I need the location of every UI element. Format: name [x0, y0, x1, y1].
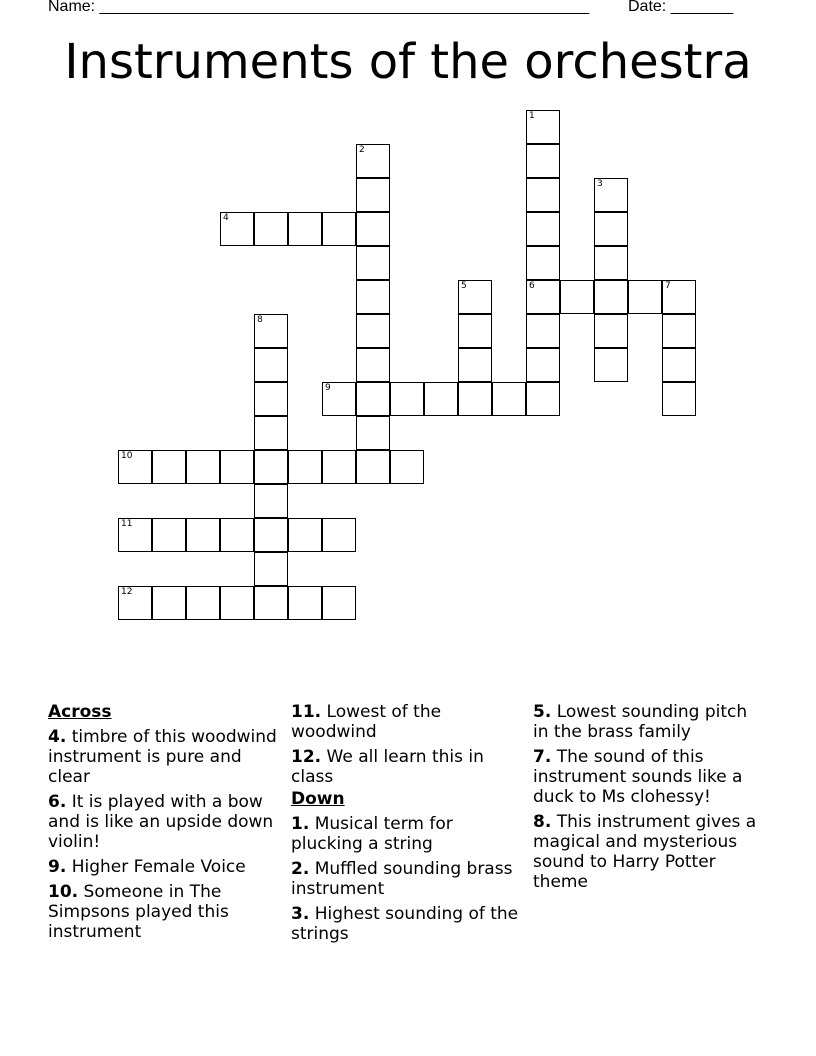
- across-clue-4: [48, 727, 280, 787]
- cell-number: 9: [325, 383, 331, 393]
- grid-cell[interactable]: [662, 348, 696, 382]
- page-title: Instruments of the orchestra: [64, 34, 752, 90]
- clue-text: timbre of this woodwind instrument is pure and clear: [48, 727, 277, 787]
- cell-number: 11: [121, 519, 133, 529]
- clues-column-1: [48, 702, 280, 947]
- across-clue-12: [291, 747, 523, 787]
- grid-cell[interactable]: [186, 450, 220, 484]
- cell-number: 6: [529, 281, 535, 291]
- grid-cell[interactable]: [152, 586, 186, 620]
- clue-number: 3.: [291, 904, 310, 924]
- grid-cell[interactable]: [356, 382, 390, 416]
- grid-cell[interactable]: [662, 280, 696, 314]
- grid-cell[interactable]: [458, 314, 492, 348]
- grid-cell[interactable]: [356, 144, 390, 178]
- name-blank[interactable]: _______________________________________________________: [99, 0, 589, 15]
- grid-cell[interactable]: [526, 144, 560, 178]
- down-clue-3: [291, 904, 523, 944]
- clue-text: Musical term for plucking a string: [291, 814, 453, 854]
- clue-text: Lowest sounding pitch in the brass family: [533, 702, 748, 742]
- grid-cell[interactable]: [594, 280, 628, 314]
- clues-column-3: [533, 702, 765, 897]
- clues-column-2: [291, 702, 523, 949]
- clue-text: It is played with a bow and is like an upside down violin!: [48, 792, 274, 852]
- cell-number: 7: [665, 281, 671, 291]
- grid-cell[interactable]: [356, 450, 390, 484]
- grid-cell[interactable]: [356, 212, 390, 246]
- grid-cell[interactable]: [254, 212, 288, 246]
- grid-cell[interactable]: [288, 518, 322, 552]
- grid-cell[interactable]: [526, 178, 560, 212]
- clue-text: Muffled sounding brass instrument: [291, 859, 513, 899]
- grid-cell[interactable]: [254, 586, 288, 620]
- clue-number: 2.: [291, 859, 310, 879]
- clue-number: 5.: [533, 702, 552, 722]
- grid-cell[interactable]: [288, 586, 322, 620]
- grid-cell[interactable]: [322, 518, 356, 552]
- down-clue-5: [533, 702, 765, 742]
- grid-cell[interactable]: [254, 484, 288, 518]
- grid-cell[interactable]: [220, 586, 254, 620]
- grid-cell[interactable]: [322, 586, 356, 620]
- grid-cell[interactable]: [594, 212, 628, 246]
- grid-cell[interactable]: [356, 314, 390, 348]
- grid-cell[interactable]: [356, 178, 390, 212]
- grid-cell[interactable]: [356, 348, 390, 382]
- grid-cell[interactable]: [152, 518, 186, 552]
- grid-cell[interactable]: [390, 382, 424, 416]
- cell-number: 10: [121, 451, 133, 461]
- grid-cell[interactable]: [186, 518, 220, 552]
- across-clue-6: [48, 792, 280, 852]
- grid-cell[interactable]: [458, 280, 492, 314]
- grid-cell[interactable]: [254, 416, 288, 450]
- clue-number: 8.: [533, 812, 552, 832]
- grid-cell[interactable]: [254, 382, 288, 416]
- grid-cell[interactable]: [254, 348, 288, 382]
- grid-cell[interactable]: [458, 348, 492, 382]
- grid-cell[interactable]: [322, 450, 356, 484]
- cell-number: 8: [257, 315, 263, 325]
- date-label: Date:: [628, 0, 667, 15]
- grid-cell[interactable]: [594, 348, 628, 382]
- grid-cell[interactable]: [220, 450, 254, 484]
- grid-cell[interactable]: [526, 110, 560, 144]
- clue-text: Higher Female Voice: [71, 857, 246, 877]
- grid-cell[interactable]: [492, 382, 526, 416]
- grid-cell[interactable]: [526, 246, 560, 280]
- grid-cell[interactable]: [356, 416, 390, 450]
- clue-number: 1.: [291, 814, 310, 834]
- across-clue-10: [48, 882, 280, 942]
- cell-number: 2: [359, 145, 365, 155]
- grid-cell[interactable]: [288, 212, 322, 246]
- grid-cell[interactable]: [254, 314, 288, 348]
- clue-number: 7.: [533, 747, 552, 767]
- grid-cell[interactable]: [254, 450, 288, 484]
- clue-text: This instrument gives a magical and mysterious sound to Harry Potter theme: [533, 812, 757, 892]
- clue-text: Highest sounding of the strings: [291, 904, 519, 944]
- clue-number: 4.: [48, 727, 67, 747]
- grid-cell[interactable]: [424, 382, 458, 416]
- across-clue-9: [48, 857, 280, 877]
- grid-cell[interactable]: [560, 280, 594, 314]
- clue-number: 9.: [48, 857, 67, 877]
- clue-text: The sound of this instrument sounds like a duck to Ms clohessy!: [533, 747, 743, 807]
- grid-cell[interactable]: [628, 280, 662, 314]
- grid-cell[interactable]: [152, 450, 186, 484]
- grid-cell[interactable]: [220, 212, 254, 246]
- clue-number: 10.: [48, 882, 79, 902]
- down-clue-8: [533, 812, 765, 892]
- grid-cell[interactable]: [526, 382, 560, 416]
- grid-cell[interactable]: [322, 212, 356, 246]
- down-clue-7: [533, 747, 765, 807]
- down-header: Down: [291, 789, 345, 809]
- grid-cell[interactable]: [118, 586, 152, 620]
- cell-number: 4: [223, 213, 229, 223]
- grid-cell[interactable]: [526, 314, 560, 348]
- grid-cell[interactable]: [322, 382, 356, 416]
- cell-number: 3: [597, 179, 603, 189]
- grid-cell[interactable]: [390, 450, 424, 484]
- cell-number: 1: [529, 111, 535, 121]
- grid-cell[interactable]: [356, 246, 390, 280]
- grid-cell[interactable]: [220, 518, 254, 552]
- cell-number: 5: [461, 281, 467, 291]
- grid-cell[interactable]: [118, 518, 152, 552]
- across-clue-11: [291, 702, 523, 742]
- grid-cell[interactable]: [186, 586, 220, 620]
- clue-number: 12.: [291, 747, 322, 767]
- down-clue-2: [291, 859, 523, 899]
- grid-cell[interactable]: [662, 382, 696, 416]
- grid-cell[interactable]: [526, 280, 560, 314]
- clue-text: We all learn this in class: [291, 747, 484, 787]
- grid-cell[interactable]: [118, 450, 152, 484]
- clue-number: 6.: [48, 792, 67, 812]
- name-label: Name:: [48, 0, 96, 15]
- down-clue-1: [291, 814, 523, 854]
- clue-text: Someone in The Simpsons played this instrument: [48, 882, 229, 942]
- grid-cell[interactable]: [662, 314, 696, 348]
- grid-cell[interactable]: [288, 450, 322, 484]
- grid-cell[interactable]: [594, 314, 628, 348]
- across-header: Across: [48, 702, 112, 722]
- grid-cell[interactable]: [594, 178, 628, 212]
- grid-cell[interactable]: [254, 518, 288, 552]
- grid-cell[interactable]: [356, 280, 390, 314]
- grid-cell[interactable]: [526, 212, 560, 246]
- cell-number: 12: [121, 587, 133, 597]
- grid-cell[interactable]: [526, 348, 560, 382]
- grid-cell[interactable]: [458, 382, 492, 416]
- clue-text: Lowest of the woodwind: [291, 702, 442, 742]
- date-blank[interactable]: _______: [670, 0, 733, 15]
- grid-cell[interactable]: [254, 552, 288, 586]
- clue-number: 11.: [291, 702, 322, 722]
- grid-cell[interactable]: [594, 246, 628, 280]
